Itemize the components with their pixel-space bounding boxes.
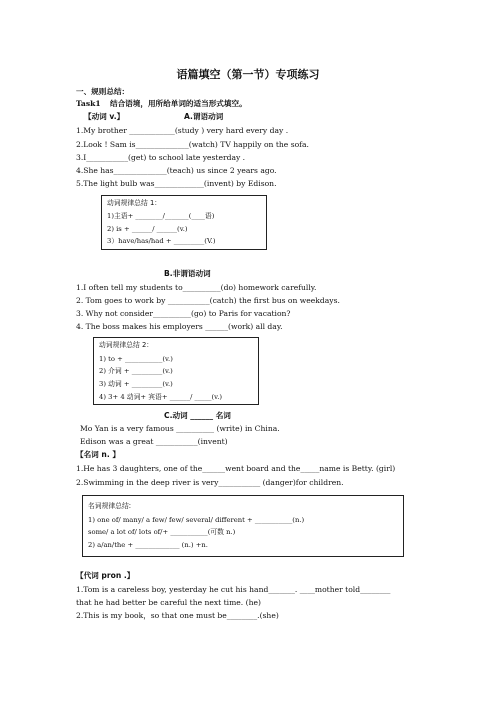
rule-box-title: 名词规律总结: [88,502,132,510]
exercise-line: 2.Look ! Sam is______________(watch) TV happily on the sofa. [76,140,309,149]
exercise-line: 1.I often tell my students to__________(do) homework carefully. [76,283,317,292]
exercise-line: Mo Yan is a very famous __________ (write) in China. [80,424,280,433]
exercise-line: 2. Tom goes to work by ___________(catch) the first bus on weekdays. [76,296,340,305]
subsection-c-title: C.动词 ______ 名词 [164,411,231,420]
rule-summary-box-1 [101,195,267,250]
subsection-a-title: A.谓语动词 [184,112,224,121]
exercise-line: 4. The boss makes his employers ______(work) all day. [76,322,283,331]
exercise-line: 5.The light bulb was_____________(invent) by Edison. [76,179,277,188]
task-label: Task1 [76,99,101,108]
verb-header: 【动词 v.】 [84,112,125,121]
exercise-line: 1.He has 3 daughters, one of the______went board and the_____name is Betty. (girl) [76,464,396,473]
rule-line: some/ a lot of/ lots of/+ ___________(可数 n.) [88,528,236,536]
exercise-line: 1.Tom is a careless boy, yesterday he cut his hand_______. ____mother told________ [76,585,391,594]
rule-box-title: 动词规律总结 2： [99,341,154,349]
rule-line: 1) one of/ many/ a few/ few/ several/ different + ___________(n.) [88,516,305,524]
rule-summary-box-3 [82,495,404,557]
section-heading: 一、规则总结： [76,87,130,96]
rule-summary-box-2 [93,337,259,405]
exercise-line: 4.She has______________(teach) us since 2 years ago. [76,166,277,175]
rule-line: 1) to + ___________(v.) [99,355,173,363]
rule-line: 4) 3+ 4 动词+ 宾语+ ______/ _____(v.) [99,393,223,401]
rule-line: 3）have/has/had + _________(V.) [107,237,216,245]
rule-line: 1)主语+ ________/_______(____语) [107,212,215,220]
pronoun-header: 【代词 pron .】 [76,571,135,580]
rule-line: 3) 动词 + _________(v.) [99,380,173,388]
exercise-line: 2.This is my book，so that one must be________.(she) [76,611,279,620]
exercise-line: 3. Why not consider__________(go) to Paris for vacation? [76,309,291,318]
page-title: 语篇填空（第一节）专项练习 [176,68,320,81]
task-instruction: 结合语境，用所给单词的适当形式填空。 [110,99,247,108]
subsection-b-title: B.非谓语动词 [164,269,211,278]
rule-line: 2) is + ______/ ______(v.) [107,225,188,233]
rule-box-title: 动词规律总结 1： [107,199,162,207]
exercise-line: Edison was a great ___________(invent) [80,437,228,446]
exercise-line: that he had better be careful the next time. (he) [76,598,261,607]
exercise-line: 1.My brother ____________(study ) very hard every day . [76,126,289,135]
rule-line: 2) 介词 + _________(v.) [99,367,173,375]
exercise-line: 2.Swimming in the deep river is very___________ (danger)for children. [76,478,344,487]
noun-header: 【名词 n. 】 [76,450,120,459]
exercise-line: 3.I___________(get) to school late yesterday . [76,153,246,162]
rule-line: 2) a/an/the + _____________ (n.) +n. [88,541,208,549]
